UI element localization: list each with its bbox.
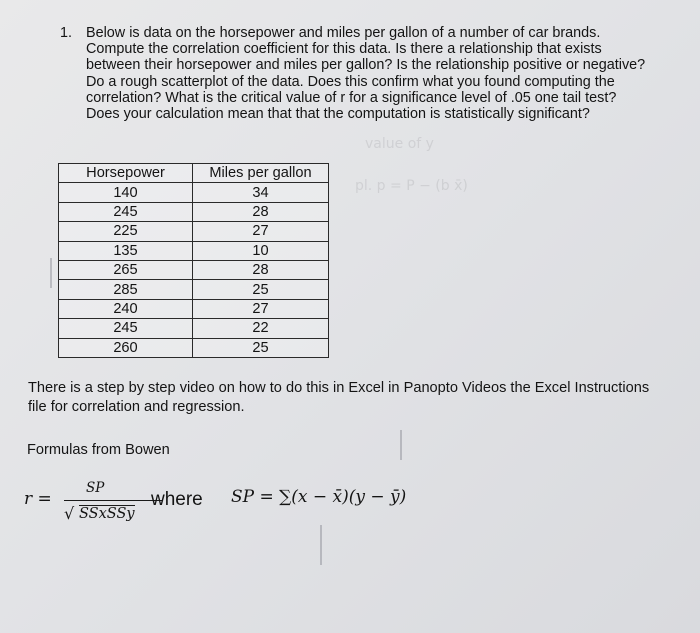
horsepower-cell: 285 <box>59 280 193 299</box>
table-row <box>59 222 329 241</box>
horsepower-cell: 260 <box>59 338 193 357</box>
formula-numerator: SP <box>86 480 105 496</box>
horsepower-cell: 240 <box>59 299 193 318</box>
formulas-heading: Formulas from Bowen <box>27 442 170 458</box>
bleed-through-text: value of y <box>365 136 434 152</box>
column-header-mpg: Miles per gallon <box>193 164 329 183</box>
mpg-cell: 25 <box>193 338 329 357</box>
mpg-cell: 34 <box>193 183 329 202</box>
formula-denominator: SSxSSy <box>79 506 135 522</box>
table-row <box>59 183 329 202</box>
mpg-cell: 25 <box>193 280 329 299</box>
where-label: where <box>151 489 203 510</box>
horsepower-cell: 140 <box>59 183 193 202</box>
table-row <box>59 241 329 260</box>
column-header-horsepower: Horsepower <box>59 164 193 183</box>
pen-mark <box>50 258 52 288</box>
mpg-cell: 22 <box>193 319 329 338</box>
horsepower-cell: 135 <box>59 241 193 260</box>
pen-mark <box>400 430 402 460</box>
mpg-cell: 28 <box>193 260 329 279</box>
question-text: Below is data on the horsepower and miles per gallon of a number of car brands. Compute the correlation coefficient for this data. Is there a relationship that exists between their horsepower and miles per gallon? Is the relationship positive or negative? Do a rough scatterplot of the data. Does this confirm what you found computing the correlation? What is the critical value of r for a significance level of .05 one tail test? Does your calculation mean that that the computation is statistically significant? <box>86 25 646 123</box>
correlation-formula <box>24 480 484 530</box>
table-row <box>59 202 329 221</box>
horsepower-cell: 245 <box>59 202 193 221</box>
sqrt-symbol: √ <box>64 504 75 523</box>
table-row <box>59 260 329 279</box>
r-equals: r = <box>24 489 52 509</box>
table-row <box>59 280 329 299</box>
table-row <box>59 299 329 318</box>
horsepower-cell: 245 <box>59 319 193 338</box>
mpg-cell: 27 <box>193 299 329 318</box>
question-block <box>60 25 650 122</box>
question-number: 1. <box>60 25 73 41</box>
table-row <box>59 338 329 357</box>
mpg-cell: 10 <box>193 241 329 260</box>
horsepower-cell: 265 <box>59 260 193 279</box>
mpg-cell: 27 <box>193 222 329 241</box>
excel-video-note: There is a step by step video on how to do this in Excel in Panopto Videos the Excel Instructions file for correlation and regression. <box>28 380 650 415</box>
table-header-row <box>59 164 329 183</box>
sp-formula: SP = ∑(x − x̄)(y − ȳ) <box>231 487 407 507</box>
bleed-through-text: pl. p = P − (b x̄) <box>355 178 468 194</box>
horsepower-cell: 225 <box>59 222 193 241</box>
fraction-bar <box>64 500 162 501</box>
pen-mark <box>320 525 322 565</box>
table-row <box>59 319 329 338</box>
mpg-cell: 28 <box>193 202 329 221</box>
data-table <box>58 163 329 358</box>
